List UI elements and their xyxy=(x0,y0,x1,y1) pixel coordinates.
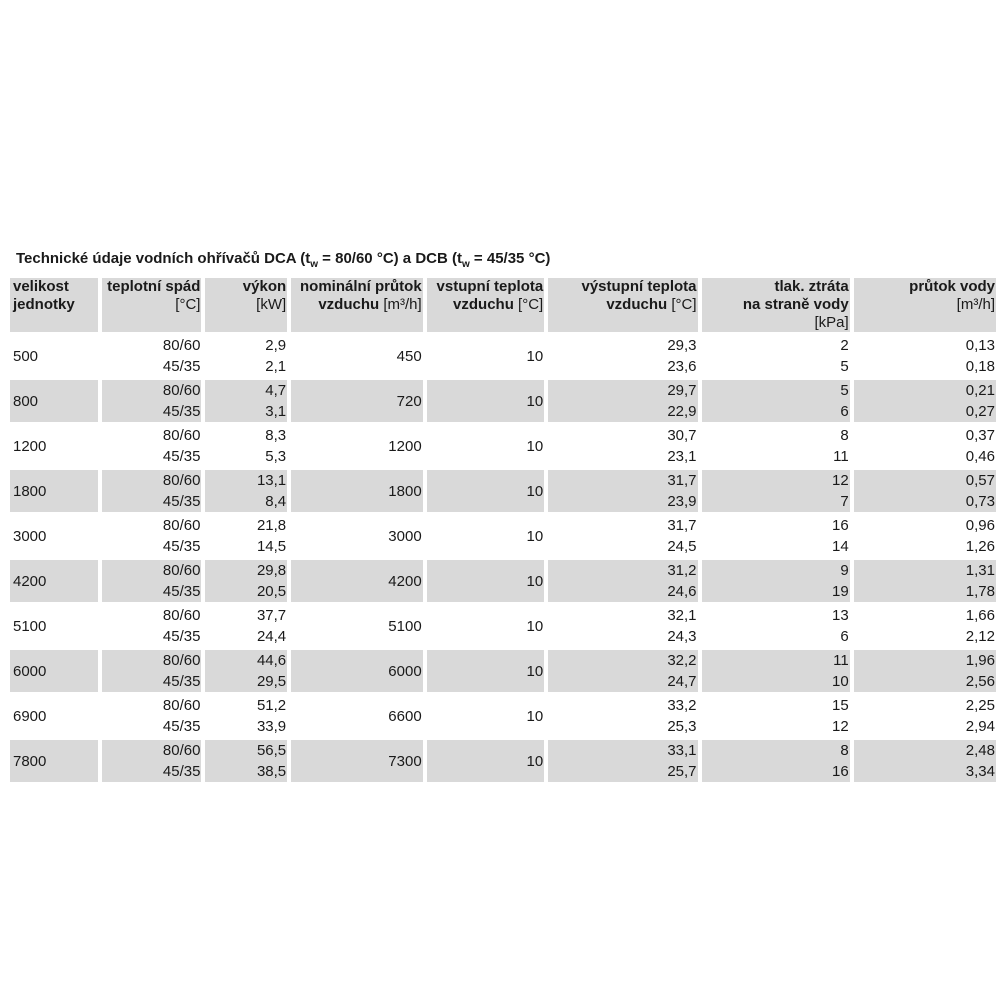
cell-prutok-vzduchu xyxy=(291,740,423,782)
cell-vstupni-teplota xyxy=(427,605,545,647)
cell-prutok-vzduchu xyxy=(291,335,423,377)
cell-prutok-vody-value: 2,94 xyxy=(965,718,995,735)
cell-velikost xyxy=(10,695,98,737)
cell-vykon xyxy=(205,650,287,692)
table-row xyxy=(10,425,996,467)
cell-spad-value: 45/35 xyxy=(162,628,201,645)
table-row xyxy=(10,650,996,692)
cell-velikost xyxy=(10,560,98,602)
cell-tlakova-ztrata-value: 12 xyxy=(832,472,849,489)
cell-spad-value: 45/35 xyxy=(162,358,201,375)
table-row xyxy=(10,695,996,737)
cell-vykon xyxy=(205,695,287,737)
cell-prutok-vody-value: 3,34 xyxy=(965,763,995,780)
cell-vystupni-teplota-value: 29,7 xyxy=(667,382,697,399)
cell-prutok-vzduchu-value: 3000 xyxy=(388,527,422,545)
cell-prutok-vody-value: 0,21 xyxy=(965,382,995,399)
cell-vstupni-teplota xyxy=(427,695,545,737)
cell-vystupni-teplota xyxy=(548,695,697,737)
cell-vystupni-teplota xyxy=(548,425,697,467)
table-row xyxy=(10,740,996,782)
table-title: Technické údaje vodních ohřívačů DCA ($t_w = 80/60$ °C) a DCB ($t_w = 45/35$ °C) xyxy=(16,250,551,270)
cell-prutok-vody xyxy=(854,605,996,647)
cell-prutok-vzduchu xyxy=(291,425,423,467)
cell-vystupni-teplota-value: 23,9 xyxy=(667,493,697,510)
cell-vystupni-teplota-value: 33,1 xyxy=(667,742,697,759)
cell-prutok-vody-value: 1,96 xyxy=(965,652,995,669)
cell-tlakova-ztrata-value: 6 xyxy=(840,628,849,645)
cell-vykon-value: 33,9 xyxy=(256,718,287,735)
cell-velikost-value: 500 xyxy=(13,347,39,365)
header-prutok-vzduchu: nominální průtok vzduchu [m³/h] xyxy=(291,278,423,332)
cell-velikost xyxy=(10,425,98,467)
cell-spad-value: 80/60 xyxy=(162,472,201,489)
cell-tlakova-ztrata-value: 11 xyxy=(833,448,849,465)
cell-vykon-value: 8,3 xyxy=(265,427,287,444)
cell-spad xyxy=(102,695,202,737)
cell-vystupni-teplota-value: 31,7 xyxy=(667,517,697,534)
cell-velikost-value: 3000 xyxy=(13,527,47,545)
cell-prutok-vzduchu xyxy=(291,470,423,512)
cell-vykon-value: 51,2 xyxy=(256,697,287,714)
header-spad: teplotní spád [°C] xyxy=(102,278,202,332)
cell-tlakova-ztrata xyxy=(702,380,850,422)
cell-vystupni-teplota xyxy=(548,380,697,422)
cell-spad xyxy=(102,650,202,692)
cell-prutok-vzduchu-value: 720 xyxy=(396,392,422,410)
cell-vykon-value: 14,5 xyxy=(256,538,287,555)
cell-prutok-vody-value: 2,48 xyxy=(965,742,995,759)
cell-prutok-vody xyxy=(854,695,996,737)
technical-data-table xyxy=(6,275,1000,785)
cell-vykon-value: 29,5 xyxy=(256,673,287,690)
cell-vystupni-teplota-value: 32,1 xyxy=(667,607,697,624)
cell-vstupni-teplota-value: 10 xyxy=(526,662,544,680)
cell-spad xyxy=(102,470,202,512)
cell-vstupni-teplota-value: 10 xyxy=(526,527,544,545)
cell-vstupni-teplota xyxy=(427,470,545,512)
cell-vstupni-teplota xyxy=(427,650,545,692)
cell-prutok-vody xyxy=(854,515,996,557)
cell-tlakova-ztrata-value: 8 xyxy=(840,427,849,444)
cell-velikost xyxy=(10,380,98,422)
cell-spad xyxy=(102,335,202,377)
cell-tlakova-ztrata xyxy=(702,695,850,737)
cell-vystupni-teplota-value: 24,7 xyxy=(667,673,697,690)
cell-velikost-value: 1200 xyxy=(13,437,47,455)
cell-spad-value: 80/60 xyxy=(162,382,201,399)
cell-prutok-vody-value: 2,25 xyxy=(965,697,995,714)
header-prutok-vody: průtok vody [m³/h] xyxy=(854,278,996,332)
cell-prutok-vody-value: 1,78 xyxy=(965,583,995,600)
cell-vstupni-teplota xyxy=(427,740,545,782)
cell-tlakova-ztrata-value: 16 xyxy=(832,763,849,780)
cell-vstupni-teplota-value: 10 xyxy=(526,572,544,590)
cell-vystupni-teplota-value: 32,2 xyxy=(667,652,697,669)
cell-prutok-vzduchu-value: 1800 xyxy=(388,482,422,500)
cell-vstupni-teplota-value: 10 xyxy=(526,752,544,770)
cell-vykon xyxy=(205,380,287,422)
cell-velikost-value: 1800 xyxy=(13,482,47,500)
cell-prutok-vody xyxy=(854,380,996,422)
table-row xyxy=(10,605,996,647)
cell-velikost-value: 800 xyxy=(13,392,39,410)
cell-vstupni-teplota xyxy=(427,515,545,557)
cell-vykon-value: 20,5 xyxy=(256,583,287,600)
cell-vykon-value: 56,5 xyxy=(256,742,287,759)
cell-vystupni-teplota xyxy=(548,470,697,512)
cell-prutok-vzduchu-value: 6000 xyxy=(388,662,422,680)
cell-spad xyxy=(102,740,202,782)
cell-vstupni-teplota xyxy=(427,335,545,377)
cell-vystupni-teplota xyxy=(548,740,697,782)
cell-vstupni-teplota-value: 10 xyxy=(526,437,544,455)
cell-prutok-vody-value: 0,18 xyxy=(965,358,995,375)
cell-prutok-vody-value: 0,27 xyxy=(965,403,995,420)
cell-vystupni-teplota-value: 23,6 xyxy=(667,358,697,375)
cell-vystupni-teplota-value: 31,2 xyxy=(667,562,697,579)
cell-spad xyxy=(102,515,202,557)
cell-prutok-vzduchu xyxy=(291,380,423,422)
cell-prutok-vody xyxy=(854,335,996,377)
cell-vstupni-teplota xyxy=(427,425,545,467)
cell-prutok-vzduchu-value: 1200 xyxy=(388,437,422,455)
cell-vykon xyxy=(205,605,287,647)
cell-spad-value: 80/60 xyxy=(162,562,201,579)
cell-spad-value: 45/35 xyxy=(162,493,201,510)
cell-prutok-vody-value: 0,73 xyxy=(965,493,995,510)
cell-prutok-vody-value: 1,31 xyxy=(965,562,995,579)
cell-tlakova-ztrata-value: 14 xyxy=(832,538,849,555)
cell-velikost xyxy=(10,515,98,557)
cell-tlakova-ztrata xyxy=(702,560,850,602)
cell-tlakova-ztrata xyxy=(702,470,850,512)
cell-vykon-value: 3,1 xyxy=(265,403,287,420)
cell-vystupni-teplota-value: 29,3 xyxy=(667,337,697,354)
cell-prutok-vody xyxy=(854,650,996,692)
cell-vykon-value: 44,6 xyxy=(256,652,287,669)
cell-velikost xyxy=(10,335,98,377)
table-body xyxy=(10,335,996,782)
cell-vystupni-teplota xyxy=(548,335,697,377)
cell-spad xyxy=(102,380,202,422)
cell-vystupni-teplota-value: 24,5 xyxy=(667,538,697,555)
cell-spad-value: 80/60 xyxy=(162,337,201,354)
cell-vstupni-teplota-value: 10 xyxy=(526,707,544,725)
cell-tlakova-ztrata-value: 19 xyxy=(832,583,849,600)
cell-tlakova-ztrata-value: 2 xyxy=(840,337,849,354)
cell-prutok-vzduchu-value: 7300 xyxy=(388,752,422,770)
cell-velikost-value: 6900 xyxy=(13,707,47,725)
cell-tlakova-ztrata-value: 16 xyxy=(832,517,849,534)
cell-spad-value: 80/60 xyxy=(162,652,201,669)
cell-prutok-vzduchu xyxy=(291,605,423,647)
cell-vykon xyxy=(205,425,287,467)
header-row xyxy=(10,278,996,332)
cell-vykon-value: 4,7 xyxy=(265,382,287,399)
cell-vstupni-teplota-value: 10 xyxy=(526,617,544,635)
cell-velikost-value: 6000 xyxy=(13,662,47,680)
cell-spad-value: 45/35 xyxy=(162,403,201,420)
cell-tlakova-ztrata-value: 6 xyxy=(840,403,849,420)
cell-tlakova-ztrata-value: 5 xyxy=(840,382,849,399)
cell-vstupni-teplota-value: 10 xyxy=(526,347,544,365)
cell-tlakova-ztrata-value: 5 xyxy=(840,358,849,375)
cell-spad-value: 80/60 xyxy=(162,517,201,534)
cell-prutok-vody-value: 2,12 xyxy=(965,628,995,645)
header-tlakova-ztrata: tlak. ztráta na straně vody [kPa] xyxy=(702,278,850,332)
cell-spad-value: 45/35 xyxy=(162,718,201,735)
cell-vystupni-teplota-value: 25,7 xyxy=(667,763,697,780)
cell-prutok-vody xyxy=(854,470,996,512)
table-row xyxy=(10,335,996,377)
cell-spad-value: 45/35 xyxy=(162,763,201,780)
cell-vykon-value: 8,4 xyxy=(265,493,287,510)
cell-vstupni-teplota xyxy=(427,560,545,602)
cell-vystupni-teplota-value: 22,9 xyxy=(667,403,697,420)
cell-prutok-vody-value: 0,57 xyxy=(965,472,995,489)
cell-prutok-vody xyxy=(854,425,996,467)
cell-spad-value: 45/35 xyxy=(162,448,201,465)
table-row xyxy=(10,560,996,602)
cell-spad-value: 45/35 xyxy=(162,673,201,690)
cell-vykon xyxy=(205,470,287,512)
cell-vstupni-teplota xyxy=(427,380,545,422)
cell-vykon xyxy=(205,335,287,377)
header-vykon: výkon [kW] xyxy=(205,278,287,332)
cell-vystupni-teplota-value: 33,2 xyxy=(667,697,697,714)
cell-spad xyxy=(102,605,202,647)
cell-vystupni-teplota-value: 23,1 xyxy=(667,448,697,465)
cell-prutok-vzduchu xyxy=(291,515,423,557)
cell-tlakova-ztrata-value: 7 xyxy=(840,493,849,510)
cell-vystupni-teplota-value: 31,7 xyxy=(667,472,697,489)
cell-prutok-vzduchu-value: 450 xyxy=(396,347,422,365)
cell-prutok-vzduchu xyxy=(291,695,423,737)
cell-vystupni-teplota xyxy=(548,560,697,602)
cell-vystupni-teplota-value: 25,3 xyxy=(667,718,697,735)
table-row xyxy=(10,470,996,512)
cell-prutok-vody xyxy=(854,560,996,602)
cell-spad-value: 45/35 xyxy=(162,538,201,555)
cell-prutok-vody-value: 0,96 xyxy=(965,517,995,534)
cell-vykon-value: 29,8 xyxy=(256,562,287,579)
cell-vykon-value: 37,7 xyxy=(256,607,287,624)
cell-vykon-value: 21,8 xyxy=(256,517,287,534)
cell-prutok-vody xyxy=(854,740,996,782)
cell-prutok-vzduchu-value: 4200 xyxy=(388,572,422,590)
cell-prutok-vzduchu xyxy=(291,560,423,602)
cell-tlakova-ztrata-value: 13 xyxy=(832,607,849,624)
cell-prutok-vody-value: 0,46 xyxy=(965,448,995,465)
cell-prutok-vzduchu xyxy=(291,650,423,692)
cell-velikost xyxy=(10,650,98,692)
cell-tlakova-ztrata xyxy=(702,740,850,782)
cell-tlakova-ztrata xyxy=(702,335,850,377)
cell-tlakova-ztrata-value: 9 xyxy=(840,562,849,579)
cell-spad-value: 80/60 xyxy=(162,742,201,759)
cell-vstupni-teplota-value: 10 xyxy=(526,392,544,410)
cell-vykon-value: 38,5 xyxy=(256,763,287,780)
cell-vykon-value: 24,4 xyxy=(256,628,287,645)
cell-vykon-value: 2,9 xyxy=(265,337,287,354)
cell-vystupni-teplota-value: 24,3 xyxy=(667,628,697,645)
header-velikost: velikost jednotky xyxy=(10,278,98,332)
cell-spad-value: 45/35 xyxy=(162,583,201,600)
cell-prutok-vody-value: 0,37 xyxy=(965,427,995,444)
cell-tlakova-ztrata-value: 10 xyxy=(832,673,849,690)
cell-tlakova-ztrata xyxy=(702,425,850,467)
cell-vystupni-teplota xyxy=(548,515,697,557)
cell-spad xyxy=(102,560,202,602)
cell-vykon xyxy=(205,515,287,557)
cell-vykon-value: 5,3 xyxy=(265,448,287,465)
cell-vykon xyxy=(205,740,287,782)
cell-tlakova-ztrata xyxy=(702,650,850,692)
cell-spad-value: 80/60 xyxy=(162,697,201,714)
cell-tlakova-ztrata-value: 8 xyxy=(840,742,849,759)
table-row xyxy=(10,515,996,557)
cell-velikost-value: 5100 xyxy=(13,617,47,635)
cell-vystupni-teplota xyxy=(548,650,697,692)
cell-tlakova-ztrata xyxy=(702,515,850,557)
cell-spad xyxy=(102,425,202,467)
cell-tlakova-ztrata xyxy=(702,605,850,647)
cell-prutok-vzduchu-value: 6600 xyxy=(388,707,422,725)
cell-tlakova-ztrata-value: 15 xyxy=(832,697,849,714)
cell-vystupni-teplota-value: 24,6 xyxy=(667,583,697,600)
cell-vykon-value: 2,1 xyxy=(265,358,287,375)
cell-spad-value: 80/60 xyxy=(162,607,201,624)
cell-prutok-vzduchu-value: 5100 xyxy=(388,617,422,635)
cell-velikost xyxy=(10,605,98,647)
cell-spad-value: 80/60 xyxy=(162,427,201,444)
cell-vstupni-teplota-value: 10 xyxy=(526,482,544,500)
table-row xyxy=(10,380,996,422)
cell-prutok-vody-value: 1,66 xyxy=(965,607,995,624)
cell-velikost xyxy=(10,740,98,782)
cell-vykon xyxy=(205,560,287,602)
cell-prutok-vody-value: 1,26 xyxy=(965,538,995,555)
cell-tlakova-ztrata-value: 11 xyxy=(833,652,849,669)
header-vystupni-teplota: výstupní teplota vzduchu [°C] xyxy=(548,278,697,332)
header-vstupni-teplota: vstupní teplota vzduchu [°C] xyxy=(427,278,545,332)
cell-vystupni-teplota xyxy=(548,605,697,647)
cell-vystupni-teplota-value: 30,7 xyxy=(667,427,697,444)
cell-velikost-value: 7800 xyxy=(13,752,47,770)
cell-velikost xyxy=(10,470,98,512)
cell-vykon-value: 13,1 xyxy=(256,472,287,489)
cell-tlakova-ztrata-value: 12 xyxy=(832,718,849,735)
cell-prutok-vody-value: 2,56 xyxy=(965,673,995,690)
cell-velikost-value: 4200 xyxy=(13,572,47,590)
cell-prutok-vody-value: 0,13 xyxy=(965,337,995,354)
